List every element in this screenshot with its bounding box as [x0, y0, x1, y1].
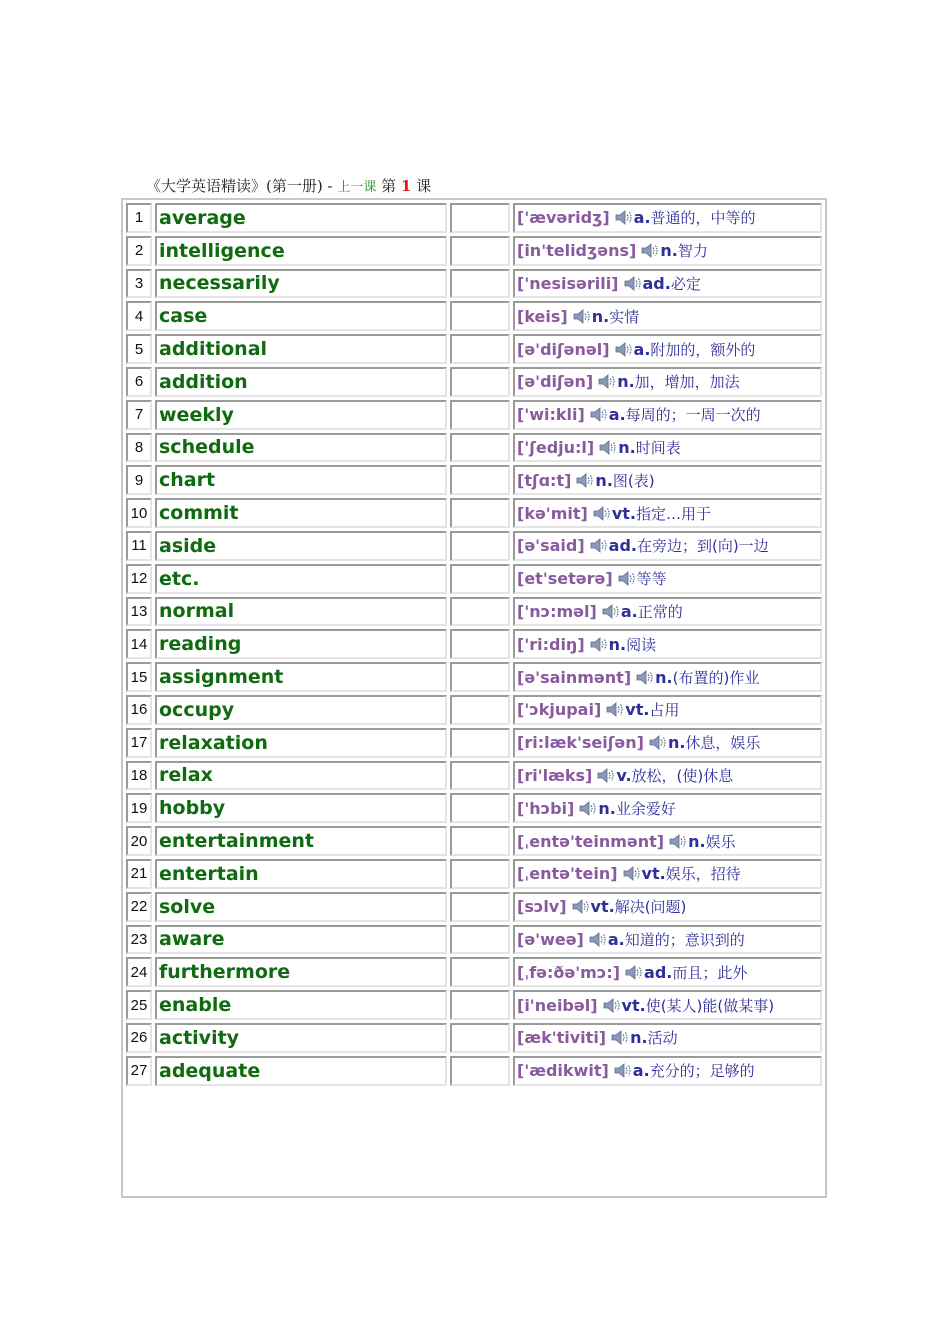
vocab-row: [126, 957, 822, 987]
chinese-meaning: 娱乐，招待: [665, 865, 741, 884]
vocab-row: [126, 465, 822, 495]
speaker-icon[interactable]: [641, 243, 659, 258]
phonetic: ['nesisərili]: [517, 273, 619, 293]
vocab-row: [126, 1056, 822, 1086]
definition-cell: [513, 957, 822, 987]
speaker-icon[interactable]: [599, 440, 617, 455]
empty-cell: [450, 925, 510, 955]
chinese-meaning: 每周的；一周一次的: [625, 406, 761, 425]
empty-cell: [450, 269, 510, 299]
row-number: 12: [126, 564, 152, 594]
english-word: solve: [155, 892, 447, 922]
phonetic: ['ævəridʒ]: [517, 208, 610, 228]
definition-cell: [513, 334, 822, 364]
speaker-icon[interactable]: [615, 210, 633, 225]
row-number: 16: [126, 695, 152, 725]
phonetic: ['wi:kli]: [517, 405, 585, 425]
speaker-icon[interactable]: [597, 768, 615, 783]
english-word: schedule: [155, 433, 447, 463]
part-of-speech: n.: [598, 798, 616, 818]
empty-cell: [450, 859, 510, 889]
vocabulary-table: [121, 198, 827, 1198]
part-of-speech: n.: [595, 470, 613, 490]
row-number: 3: [126, 269, 152, 299]
lesson-prefix: 第: [376, 177, 401, 195]
speaker-icon[interactable]: [611, 1030, 629, 1045]
definition-cell: [513, 925, 822, 955]
english-word: occupy: [155, 695, 447, 725]
chinese-meaning: 附加的，额外的: [650, 340, 756, 359]
empty-cell: [450, 892, 510, 922]
lesson-suffix: 课: [411, 177, 432, 195]
empty-cell: [450, 597, 510, 627]
vocab-row: [126, 564, 822, 594]
phonetic: ['ɔkjupai]: [517, 700, 602, 720]
vocab-row: [126, 793, 822, 823]
definition-cell: [513, 236, 822, 266]
empty-cell: [450, 301, 510, 331]
empty-cell: [450, 662, 510, 692]
definition-cell: [513, 400, 822, 430]
english-word: entertainment: [155, 826, 447, 856]
empty-cell: [450, 465, 510, 495]
phonetic: ['ri:diŋ]: [517, 634, 585, 654]
definition-cell: [513, 531, 822, 561]
empty-cell: [450, 400, 510, 430]
phonetic: [ri'læks]: [517, 765, 593, 785]
empty-cell: [450, 367, 510, 397]
chinese-meaning: 在旁边；到(向)一边: [636, 537, 769, 556]
speaker-icon[interactable]: [573, 309, 591, 324]
speaker-icon[interactable]: [625, 965, 643, 980]
phonetic: [ˌfə:ðə'mɔ:]: [517, 962, 621, 982]
part-of-speech: a.: [633, 339, 651, 359]
chinese-meaning: 普通的，中等的: [650, 209, 756, 228]
part-of-speech: n.: [630, 1028, 648, 1048]
english-word: hobby: [155, 793, 447, 823]
empty-cell: [450, 203, 510, 233]
vocab-row: [126, 334, 822, 364]
chinese-meaning: 娱乐: [705, 832, 736, 851]
part-of-speech: n.: [688, 831, 706, 851]
row-number: 23: [126, 925, 152, 955]
phonetic: ['nɔ:məl]: [517, 601, 597, 621]
part-of-speech: vt.: [611, 503, 636, 523]
chinese-meaning: 阅读: [626, 635, 657, 654]
chinese-meaning: 图(表): [612, 471, 655, 490]
empty-cell: [450, 1023, 510, 1053]
chinese-meaning: 而且；此外: [672, 963, 748, 982]
speaker-icon[interactable]: [590, 538, 608, 553]
vocab-row: [126, 990, 822, 1020]
row-number: 26: [126, 1023, 152, 1053]
vocab-row: [126, 761, 822, 791]
vocab-row: [126, 629, 822, 659]
english-word: chart: [155, 465, 447, 495]
row-number: 8: [126, 433, 152, 463]
speaker-icon[interactable]: [576, 473, 594, 488]
chinese-meaning: 智力: [677, 242, 708, 261]
definition-cell: [513, 662, 822, 692]
part-of-speech: n.: [617, 372, 635, 392]
part-of-speech: ad.: [644, 962, 673, 982]
phonetic: [tʃɑ:t]: [517, 470, 572, 490]
speaker-icon[interactable]: [623, 866, 641, 881]
definition-cell: [513, 826, 822, 856]
definition-cell: [513, 728, 822, 758]
vocab-row: [126, 662, 822, 692]
definition-cell: [513, 367, 822, 397]
english-word: etc.: [155, 564, 447, 594]
phonetic: [ə'said]: [517, 536, 585, 556]
phonetic: [i'neibəl]: [517, 995, 598, 1015]
english-word: reading: [155, 629, 447, 659]
empty-cell: [450, 531, 510, 561]
vocab-row: [126, 892, 822, 922]
phonetic: [ə'sainmənt]: [517, 667, 632, 687]
part-of-speech: n.: [608, 634, 627, 654]
vocab-row: [126, 597, 822, 627]
speaker-icon[interactable]: [603, 998, 621, 1013]
definition-cell: [513, 629, 822, 659]
phonetic: [ˌentə'teinmənt]: [517, 831, 665, 851]
heading-separator: -: [322, 177, 338, 195]
phonetic: [in'telidʒəns]: [517, 241, 637, 261]
definition-cell: [513, 498, 822, 528]
phonetic: [ˌentə'tein]: [517, 864, 618, 884]
english-word: furthermore: [155, 957, 447, 987]
speaker-icon[interactable]: [590, 637, 608, 652]
phonetic: ['ʃedju:l]: [517, 437, 595, 457]
part-of-speech: n.: [655, 667, 673, 687]
empty-cell: [450, 826, 510, 856]
part-of-speech: v.: [616, 765, 632, 785]
row-number: 27: [126, 1056, 152, 1086]
chinese-meaning: 时间表: [635, 438, 681, 457]
empty-cell: [450, 433, 510, 463]
english-word: case: [155, 301, 447, 331]
lesson-heading: [146, 175, 431, 197]
part-of-speech: a.: [608, 405, 626, 425]
row-number: 6: [126, 367, 152, 397]
vocab-row: [126, 728, 822, 758]
definition-cell: [513, 761, 822, 791]
row-number: 22: [126, 892, 152, 922]
empty-cell: [450, 334, 510, 364]
row-number: 25: [126, 990, 152, 1020]
definition-cell: [513, 892, 822, 922]
chinese-meaning: 占用: [649, 701, 680, 720]
english-word: aware: [155, 925, 447, 955]
chinese-meaning: 实情: [609, 307, 640, 326]
part-of-speech: vt.: [625, 700, 650, 720]
book-title: 《大学英语精读》(第一册): [146, 177, 323, 195]
chinese-meaning: 活动: [647, 1029, 678, 1048]
row-number: 24: [126, 957, 152, 987]
part-of-speech: vt.: [621, 995, 646, 1015]
empty-cell: [450, 793, 510, 823]
phonetic: ['ædikwit]: [517, 1061, 609, 1081]
vocab-row: [126, 531, 822, 561]
empty-cell: [450, 728, 510, 758]
english-word: normal: [155, 597, 447, 627]
speaker-icon[interactable]: [589, 932, 607, 947]
english-word: weekly: [155, 400, 447, 430]
vocab-row: [126, 301, 822, 331]
english-word: average: [155, 203, 447, 233]
row-number: 15: [126, 662, 152, 692]
part-of-speech: n.: [618, 437, 636, 457]
phonetic: [keis]: [517, 306, 568, 326]
chinese-meaning: 业余爱好: [615, 799, 676, 818]
part-of-speech: n.: [667, 733, 686, 753]
speaker-icon[interactable]: [579, 801, 597, 816]
definition-cell: [513, 203, 822, 233]
lesson-number: 1: [400, 177, 412, 195]
row-number: 10: [126, 498, 152, 528]
chinese-meaning: (布置的)作业: [672, 668, 760, 687]
definition-cell: [513, 433, 822, 463]
speaker-icon[interactable]: [590, 407, 608, 422]
speaker-icon[interactable]: [636, 670, 654, 685]
chinese-meaning: 必定: [670, 274, 701, 293]
phonetic: [ri:læk'seiʃən]: [517, 733, 644, 753]
row-number: 18: [126, 761, 152, 791]
vocab-row: [126, 1023, 822, 1053]
speaker-icon[interactable]: [593, 506, 611, 521]
chinese-meaning: 等等: [636, 570, 667, 589]
english-word: addition: [155, 367, 447, 397]
english-word: assignment: [155, 662, 447, 692]
english-word: entertain: [155, 859, 447, 889]
part-of-speech: ad.: [642, 273, 671, 293]
english-word: activity: [155, 1023, 447, 1053]
phonetic: [et'setərə]: [517, 569, 613, 589]
row-number: 17: [126, 728, 152, 758]
definition-cell: [513, 1023, 822, 1053]
definition-cell: [513, 564, 822, 594]
row-number: 9: [126, 465, 152, 495]
chinese-meaning: 正常的: [637, 602, 683, 621]
definition-cell: [513, 597, 822, 627]
chinese-meaning: 休息，娱乐: [685, 734, 761, 753]
empty-cell: [450, 1056, 510, 1086]
english-word: relax: [155, 761, 447, 791]
speaker-icon[interactable]: [572, 899, 590, 914]
phonetic: ['hɔbi]: [517, 798, 575, 818]
part-of-speech: n.: [660, 241, 678, 261]
empty-cell: [450, 957, 510, 987]
speaker-icon[interactable]: [615, 342, 633, 357]
phonetic: [kə'mit]: [517, 503, 588, 523]
part-of-speech: a.: [633, 208, 651, 228]
speaker-icon[interactable]: [618, 571, 636, 586]
vocab-row: [126, 203, 822, 233]
vocab-row: [126, 433, 822, 463]
phonetic: [sɔlv]: [517, 897, 567, 917]
row-number: 4: [126, 301, 152, 331]
previous-lesson-link[interactable]: 上一课: [337, 180, 377, 195]
empty-cell: [450, 990, 510, 1020]
vocab-row: [126, 826, 822, 856]
row-number: 1: [126, 203, 152, 233]
speaker-icon[interactable]: [614, 1063, 632, 1078]
vocab-row: [126, 498, 822, 528]
definition-cell: [513, 990, 822, 1020]
row-number: 11: [126, 531, 152, 561]
definition-cell: [513, 301, 822, 331]
english-word: commit: [155, 498, 447, 528]
row-number: 20: [126, 826, 152, 856]
speaker-icon[interactable]: [669, 834, 687, 849]
phonetic: [ə'diʃənəl]: [517, 339, 610, 359]
row-number: 2: [126, 236, 152, 266]
vocabulary-rows: [126, 203, 822, 1086]
empty-cell: [450, 498, 510, 528]
part-of-speech: ad.: [608, 536, 637, 556]
phonetic: [æk'tiviti]: [517, 1028, 607, 1048]
vocab-row: [126, 925, 822, 955]
definition-cell: [513, 859, 822, 889]
definition-cell: [513, 695, 822, 725]
chinese-meaning: 知道的；意识到的: [624, 930, 745, 949]
speaker-icon[interactable]: [602, 604, 620, 619]
speaker-icon[interactable]: [606, 702, 624, 717]
speaker-icon[interactable]: [598, 374, 616, 389]
english-word: additional: [155, 334, 447, 364]
chinese-meaning: 解决(问题): [614, 898, 687, 917]
english-word: adequate: [155, 1056, 447, 1086]
vocab-row: [126, 695, 822, 725]
row-number: 13: [126, 597, 152, 627]
part-of-speech: a.: [632, 1061, 650, 1081]
empty-cell: [450, 236, 510, 266]
chinese-meaning: 加，增加，加法: [634, 373, 740, 392]
definition-cell: [513, 269, 822, 299]
speaker-icon[interactable]: [649, 735, 667, 750]
empty-cell: [450, 629, 510, 659]
definition-cell: [513, 793, 822, 823]
chinese-meaning: 放松，(使)休息: [631, 766, 734, 785]
english-word: relaxation: [155, 728, 447, 758]
phonetic: [ə'weə]: [517, 929, 584, 949]
english-word: aside: [155, 531, 447, 561]
speaker-icon[interactable]: [624, 276, 642, 291]
chinese-meaning: 指定…用于: [635, 504, 711, 523]
phonetic: [ə'diʃən]: [517, 372, 594, 392]
row-number: 7: [126, 400, 152, 430]
empty-cell: [450, 761, 510, 791]
row-number: 14: [126, 629, 152, 659]
row-number: 21: [126, 859, 152, 889]
english-word: intelligence: [155, 236, 447, 266]
empty-cell: [450, 564, 510, 594]
definition-cell: [513, 465, 822, 495]
part-of-speech: a.: [620, 601, 638, 621]
english-word: enable: [155, 990, 447, 1020]
part-of-speech: vt.: [590, 897, 615, 917]
empty-cell: [450, 695, 510, 725]
row-number: 5: [126, 334, 152, 364]
chinese-meaning: 充分的；足够的: [649, 1062, 755, 1081]
part-of-speech: a.: [607, 929, 625, 949]
chinese-meaning: 使(某人)能(做某事): [645, 996, 775, 1015]
part-of-speech: n.: [591, 306, 610, 326]
definition-cell: [513, 1056, 822, 1086]
english-word: necessarily: [155, 269, 447, 299]
vocab-row: [126, 269, 822, 299]
vocab-row: [126, 236, 822, 266]
vocab-row: [126, 400, 822, 430]
vocab-row: [126, 859, 822, 889]
part-of-speech: vt.: [641, 864, 666, 884]
row-number: 19: [126, 793, 152, 823]
vocab-row: [126, 367, 822, 397]
